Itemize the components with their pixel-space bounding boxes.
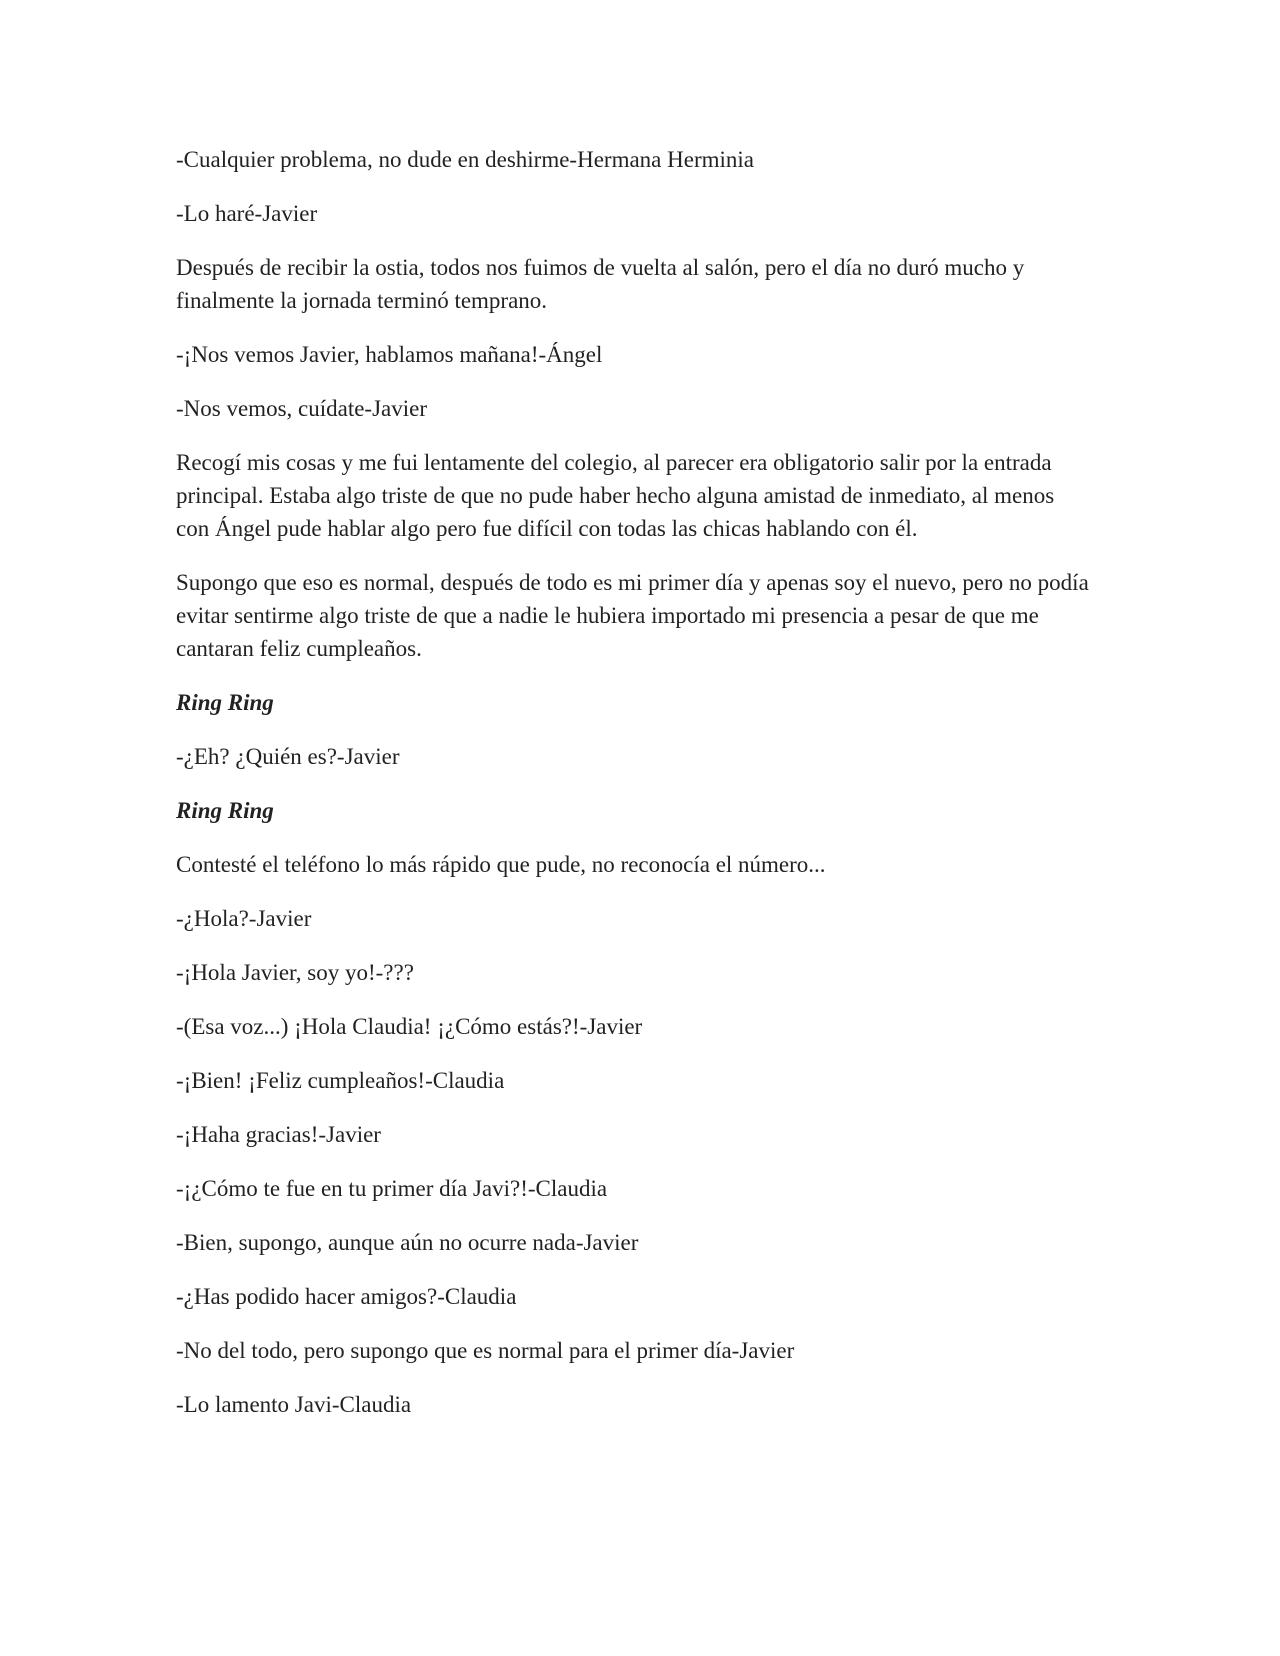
dialogue-line: -Bien, supongo, aunque aún no ocurre nada-Javier — [176, 1230, 639, 1255]
narrative-paragraph: Recogí mis cosas y me fui lentamente del colegio, al parecer era obligatorio salir por la entrada principal. Estaba algo triste de que no pude haber hecho alguna amistad de inmediato, al menos con Ángel pude hablar algo pero fue difícil con todas las chicas hablando con él. — [176, 450, 1055, 541]
narrative-paragraph: Supongo que eso es normal, después de todo es mi primer día y apenas soy el nuevo, pero no podía evitar sentirme algo triste de que a nadie le hubiera importado mi presencia a pesar de que me cantaran feliz cumpleaños. — [176, 570, 1089, 661]
dialogue-line: -¡Hola Javier, soy yo!-??? — [176, 960, 414, 985]
dialogue-line: -¡Bien! ¡Feliz cumpleaños!-Claudia — [176, 1068, 505, 1093]
sound-effect: Ring Ring — [176, 690, 274, 715]
narrative-paragraph: Contesté el teléfono lo más rápido que pude, no reconocía el número... — [176, 852, 826, 877]
dialogue-line: -Lo lamento Javi-Claudia — [176, 1392, 412, 1417]
dialogue-line: -¿Has podido hacer amigos?-Claudia — [176, 1284, 517, 1309]
dialogue-line: -¿Hola?-Javier — [176, 906, 312, 931]
dialogue-line: -¿Eh? ¿Quién es?-Javier — [176, 744, 400, 769]
sound-effect: Ring Ring — [176, 798, 274, 823]
dialogue-line: -(Esa voz...) ¡Hola Claudia! ¡¿Cómo estás?!-Javier — [176, 1014, 643, 1039]
dialogue-line: -No del todo, pero supongo que es normal para el primer día-Javier — [176, 1338, 795, 1363]
dialogue-line: -¡Haha gracias!-Javier — [176, 1122, 381, 1147]
dialogue-line: -Nos vemos, cuídate-Javier — [176, 396, 428, 421]
dialogue-line: -Lo haré-Javier — [176, 201, 318, 226]
dialogue-line: -¡Nos vemos Javier, hablamos mañana!-Ángel — [176, 342, 603, 367]
dialogue-line: -Cualquier problema, no dude en deshirme-Hermana Herminia — [176, 147, 754, 172]
dialogue-line: -¡¿Cómo te fue en tu primer día Javi?!-Claudia — [176, 1176, 608, 1201]
narrative-paragraph: Después de recibir la ostia, todos nos fuimos de vuelta al salón, pero el día no duró mucho y finalmente la jornada terminó temprano. — [176, 255, 1025, 313]
document-body — [176, 143, 1091, 1442]
